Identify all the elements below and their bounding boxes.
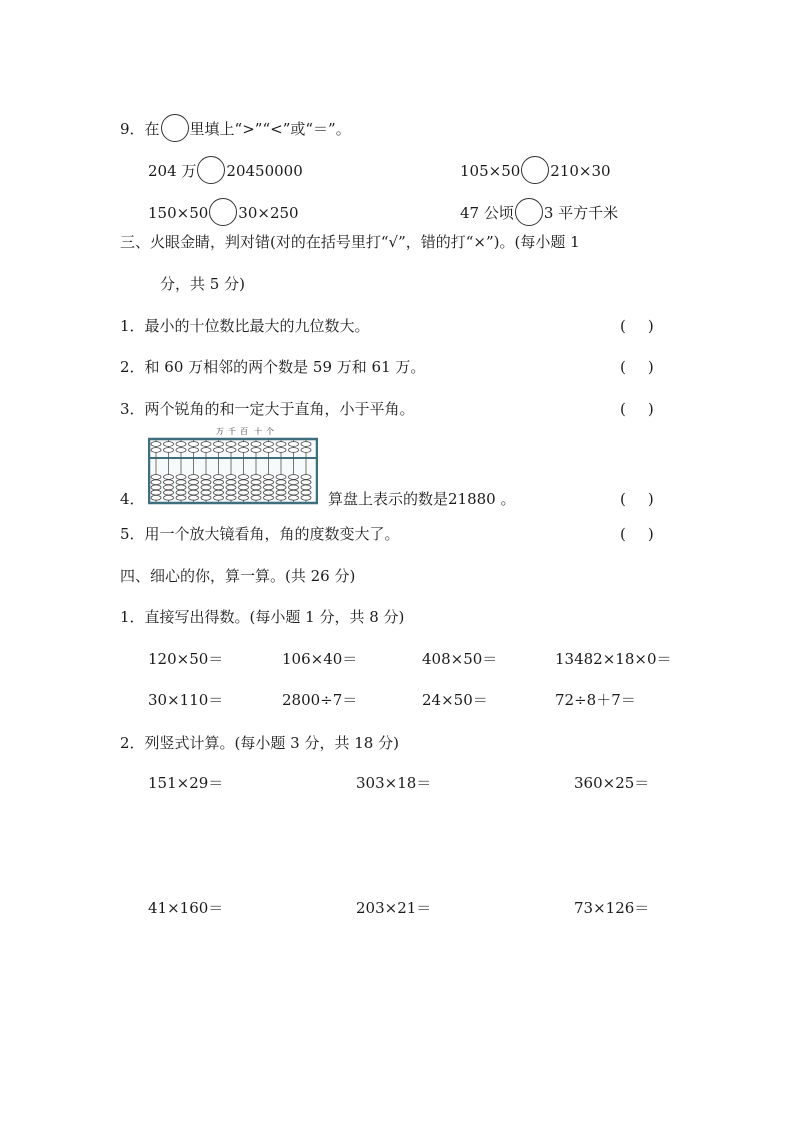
abacus-bead (189, 490, 199, 495)
abacus-bead (176, 480, 186, 485)
abacus-bead (239, 495, 249, 500)
abacus-bead (251, 485, 261, 490)
abacus-bead (201, 485, 211, 490)
abacus-bead (239, 448, 249, 453)
oral-calc: 24×50＝ (422, 691, 488, 709)
judge-item-1: 1．最小的十位数比最大的九位数大。 (120, 317, 370, 335)
q9-item-3 (148, 198, 299, 226)
answer-circle[interactable] (197, 156, 225, 184)
abacus-bead (226, 448, 236, 453)
q9-stem-b: 里填上“>”“<”或“＝”。 (189, 120, 351, 138)
q9-stem-a: 9．在 (120, 120, 160, 138)
abacus-bead (251, 480, 261, 485)
vertical-calc: 203×21＝ (356, 899, 432, 917)
vertical-calc: 360×25＝ (574, 774, 650, 792)
abacus-bead (189, 442, 199, 447)
q9-item-4-right: 3 平方千米 (543, 204, 619, 222)
judge-item-4-number: 4． (120, 490, 145, 508)
abacus-label-shi: 十 (254, 427, 262, 436)
vertical-calc: 41×160＝ (148, 899, 224, 917)
abacus-bead (164, 485, 174, 490)
abacus-bead (201, 448, 211, 453)
abacus-bead (164, 448, 174, 453)
abacus-bead (239, 490, 249, 495)
vertical-calc: 73×126＝ (574, 899, 650, 917)
judge-item-2: 2．和 60 万相邻的两个数是 59 万和 61 万。 (120, 358, 426, 376)
abacus-bead (264, 490, 274, 495)
abacus-bead (189, 448, 199, 453)
abacus-bead (276, 442, 286, 447)
abacus-bead (164, 475, 174, 480)
abacus-bead (201, 480, 211, 485)
abacus-bead (214, 490, 224, 495)
sub1-title: 1．直接写出得数。(每小题 1 分，共 8 分) (120, 608, 405, 626)
abacus-image (148, 425, 318, 505)
abacus-bead (239, 475, 249, 480)
abacus-bead (201, 442, 211, 447)
abacus-bead (264, 495, 274, 500)
abacus-bead (214, 475, 224, 480)
vertical-calc: 151×29＝ (148, 774, 224, 792)
answer-circle[interactable] (161, 114, 189, 142)
abacus-bead (289, 475, 299, 480)
abacus-bead (251, 442, 261, 447)
vertical-calc: 303×18＝ (356, 774, 432, 792)
oral-calc: 120×50＝ (148, 650, 224, 668)
abacus-bead (289, 448, 299, 453)
abacus-bead (301, 448, 311, 453)
abacus-bead (289, 495, 299, 500)
abacus-bead (226, 442, 236, 447)
abacus-bead (264, 475, 274, 480)
abacus-bead (264, 442, 274, 447)
abacus-bead (151, 442, 161, 447)
abacus-bead (176, 448, 186, 453)
oral-calc: 2800÷7＝ (282, 691, 358, 709)
abacus-bead (176, 475, 186, 480)
abacus-bead (276, 485, 286, 490)
abacus-bead (226, 485, 236, 490)
abacus-bead (276, 448, 286, 453)
abacus-bead (151, 485, 161, 490)
abacus-bead (251, 490, 261, 495)
q9-item-1-left: 204 万 (148, 162, 197, 180)
answer-parens-2[interactable]: ( ) (620, 358, 654, 376)
judge-item-4-text: 算盘上表示的数是21880 。 (328, 490, 516, 508)
oral-calc: 30×110＝ (148, 691, 224, 709)
abacus-bead (289, 490, 299, 495)
abacus-bead (276, 480, 286, 485)
abacus-bead (176, 490, 186, 495)
section4-title: 四、细心的你，算一算。(共 26 分) (120, 567, 356, 585)
oral-calc: 106×40＝ (282, 650, 358, 668)
abacus-bead (214, 448, 224, 453)
abacus-bead (276, 490, 286, 495)
abacus-bead (289, 442, 299, 447)
abacus-bead (226, 480, 236, 485)
abacus-bead (276, 475, 286, 480)
answer-parens-1[interactable]: ( ) (620, 317, 654, 335)
q9-item-3-left: 150×50 (148, 204, 209, 222)
abacus-bead (264, 448, 274, 453)
abacus-bead (201, 495, 211, 500)
answer-circle[interactable] (209, 198, 237, 226)
abacus-bead (214, 485, 224, 490)
section3-title-cont: 分，共 5 分) (160, 275, 245, 293)
abacus-bead (226, 475, 236, 480)
oral-calc: 13482×18×0＝ (555, 650, 672, 668)
abacus-label-wan: 万 (216, 427, 224, 436)
q9-item-2-right: 210×30 (550, 162, 611, 180)
q9-item-1 (148, 156, 303, 184)
abacus-bead (151, 475, 161, 480)
abacus-bead (226, 490, 236, 495)
q9-stem (120, 114, 351, 142)
abacus-bead (151, 495, 161, 500)
abacus-bead (164, 490, 174, 495)
abacus-bead (264, 485, 274, 490)
answer-parens-5[interactable]: ( ) (620, 525, 654, 543)
judge-item-3: 3．两个锐角的和一定大于直角，小于平角。 (120, 400, 415, 418)
abacus-bead (189, 480, 199, 485)
answer-circle[interactable] (521, 156, 549, 184)
abacus-bead (239, 480, 249, 485)
q9-item-4 (460, 198, 618, 226)
judge-item-4 (120, 489, 145, 509)
abacus-bead (164, 442, 174, 447)
abacus-bead (289, 485, 299, 490)
answer-parens-3[interactable]: ( ) (620, 400, 654, 418)
abacus-bead (251, 448, 261, 453)
sub2-title: 2．列竖式计算。(每小题 3 分，共 18 分) (120, 734, 399, 752)
q9-item-2 (460, 156, 611, 184)
section3-title: 三、火眼金睛，判对错(对的在括号里打“√”，错的打“×”)。(每小题 1 (120, 233, 580, 251)
abacus-bead (151, 448, 161, 453)
abacus-bead (176, 442, 186, 447)
q9-item-3-right: 30×250 (238, 204, 299, 222)
abacus-bead (176, 485, 186, 490)
abacus-bead (189, 475, 199, 480)
abacus-bead (301, 442, 311, 447)
abacus-bead (239, 442, 249, 447)
abacus-label-qian: 千 (228, 427, 236, 436)
abacus-bead (251, 475, 261, 480)
abacus-label-bai: 百 (240, 427, 248, 436)
answer-circle[interactable] (515, 198, 543, 226)
abacus-bead (201, 475, 211, 480)
abacus-bead (189, 485, 199, 490)
answer-parens-4[interactable]: ( ) (620, 490, 654, 508)
abacus-bead (289, 480, 299, 485)
abacus-label-ge: 个 (266, 427, 274, 436)
abacus-bead (226, 495, 236, 500)
abacus-bead (301, 475, 311, 480)
q9-item-4-left: 47 公顷 (460, 204, 514, 222)
abacus-bead (164, 495, 174, 500)
abacus-bead (189, 495, 199, 500)
abacus-bead (264, 480, 274, 485)
abacus-bead (214, 495, 224, 500)
abacus-bead (251, 495, 261, 500)
abacus-bead (301, 480, 311, 485)
abacus-bead (301, 495, 311, 500)
judge-item-5: 5．用一个放大镜看角，角的度数变大了。 (120, 525, 400, 543)
oral-calc: 408×50＝ (422, 650, 498, 668)
abacus-bead (151, 490, 161, 495)
abacus-bead (176, 495, 186, 500)
oral-calc: 72÷8＋7＝ (555, 691, 636, 709)
abacus-bead (239, 485, 249, 490)
abacus-bead (214, 442, 224, 447)
q9-item-2-left: 105×50 (460, 162, 521, 180)
q9-item-1-right: 20450000 (226, 162, 303, 180)
abacus-bead (201, 490, 211, 495)
abacus-bead (214, 480, 224, 485)
abacus-bead (301, 485, 311, 490)
abacus-bead (151, 480, 161, 485)
abacus-bead (301, 490, 311, 495)
abacus-bead (164, 480, 174, 485)
abacus-bead (276, 495, 286, 500)
